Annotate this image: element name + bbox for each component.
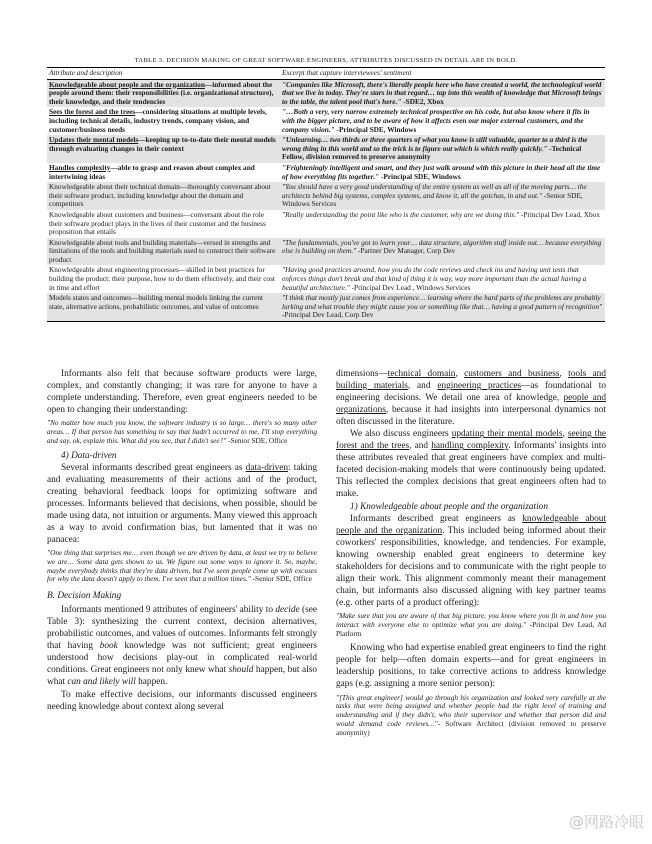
excerpt-cell (280, 107, 605, 135)
table-caption: TABLE 3. DECISION MAKING OF GREAT SOFTWARE ENGINEERS, ATTRIBUTES DISCUSSED IN DETAIL ARE IN BOLD. (134, 57, 518, 64)
excerpt-attribution: -Technical Fellow, division removed to preserve anonymity (282, 143, 582, 162)
excerpt-quote: "Having good practices around, how you do the code reviews and check ins and having unit tests that enforces things don't break and that kind of thing it is way, way more important than the actual having a beautiful architecture." (282, 265, 587, 292)
excerpt-cell (280, 79, 605, 107)
attribute-name: Models states and outcomes (49, 293, 132, 303)
section-heading: B. Decision Making (47, 591, 122, 602)
watermark: @网路冷眼 (568, 813, 644, 831)
excerpt-cell (280, 265, 605, 293)
body-paragraph: Several informants described great engineers as data-driven: taking and evaluating measurements of their actions and of the product, creating behavioral feedback loops for optimizing software and processes. Informants believed that decisions, when possible, should be made using data, not intuition or arguments. Many viewed this approach as a way to avoid confirmation bias, but lamented that it was no panacea: (47, 462, 317, 545)
attribute-name: Knowledgeable about customers and business (49, 209, 184, 219)
interview-quote: "No matter how much you know, the software industry is so large… there's so many other areas… If that person has something to say that hadn't occurred to me, I'll stop everything and say, ok, explain this. What did you see, that I didn't see?" -Senior SDE, Office (47, 418, 317, 445)
table-row (47, 238, 605, 266)
table-row (47, 265, 605, 293)
attribute-name: Updates their mental models (49, 135, 139, 145)
excerpt-quote: "Frighteningly intelligent and smart, and they just walk around with this picture in their head all the time of how everything fits together." (282, 162, 601, 181)
attribute-cell (47, 182, 280, 210)
quote-attribution: -Senior SDE, Office (250, 574, 312, 584)
interview-quote: "[This great engineer] would go through his organization and looked very carefully at the tasks that were being assigned and whether people had the right level of training and understanding and if they didn't, who their supervisor and whether that person did and would demand code reviews…"- Software Architect (division removed to preserve anonymity) (336, 692, 606, 737)
excerpt-attribution: -Principal Dev Lead, Corp Dev (282, 310, 374, 320)
excerpt-quote: "The fundamentals, you've got to learn your… data structure, algorithm stuff inside out… because everything else is building on them." (282, 237, 602, 256)
excerpt-attribution: -SDE2, Xbox (401, 96, 444, 106)
subsection-heading: 4) Data-driven (61, 450, 117, 461)
attribute-desc: —considering situations at multiple levels, including technical details, industry trends, company vision, and customer/business needs (49, 107, 267, 134)
excerpt-cell (280, 163, 605, 182)
excerpt-cell (280, 293, 605, 321)
attribute-term: data-driven (245, 462, 289, 473)
attribute-desc: —building mental models linking the current state, alternative actions, probabilistic outcomes, and value of outcomes (49, 293, 264, 311)
excerpt-attribution: -Principal SDE, Windows (379, 171, 461, 181)
excerpt-attribution: -Partner Dev Manager, Corp Dev (356, 246, 456, 256)
attribute-cell (47, 107, 280, 135)
attribute-cell (47, 163, 280, 182)
excerpt-quote: "Unlearning… two thirds or three quarters of what you know is still valuable, quarter to a third is the wrong thing in this world and so the trick is to figure out which is which really quickly." (282, 135, 588, 153)
body-paragraph: Informants described great engineers as knowledgeable about people and the organization. This included being informed about their coworkers' responsibilities, knowledge, and tendencies. For example, knowing ownership enabled great engineers to determine key stakeholders for decisions and to communicate with the right people to align their work. This alignment commonly meant their management chain, but informants also discussed aligning with key partner teams (e.g. other parts of a product offering): (336, 513, 606, 608)
excerpt-attribution: -Principal Dev Lead , Windows Services (349, 282, 471, 292)
attribute-name: Knowledgeable about people and the organization (49, 79, 205, 89)
attribute-desc: —informed about the people around them: their responsibilities (i.e. organizational structure), their knowledge, and their tendencies (49, 79, 274, 106)
excerpt-quote: "Companies like Microsoft, there's literally people here who have created a world, the technological world that we live in today. They're stars in that regard… tap into this wealth of knowledge that Microsoft brings to the table, the talent pool that's here." (282, 79, 602, 106)
interview-quote: "Make sure that you are aware of that big picture, you know where you fit in and how you interact with everyone else to optimize what you are doing." -Principal Dev Lead, Ad Platform (336, 610, 606, 638)
excerpt-attribution: -Senior SDE, Windows Services (282, 190, 583, 209)
table-row (47, 79, 605, 107)
attributes-table (47, 67, 605, 322)
attribute-desc: —versed in strengths and limitations of the tools and building materials used to construct their software product (49, 237, 276, 264)
attribute-cell (47, 238, 280, 266)
attribute-cell (47, 293, 280, 321)
attribute-cell (47, 135, 280, 163)
body-paragraph: To make effective decisions, our informants discussed engineers needing knowledge about context along several (47, 689, 317, 712)
excerpt-cell (280, 210, 605, 238)
column-header-excerpt: Excerpt that capture interviewees' sentiment (280, 68, 605, 80)
excerpt-quote: "I think that mostly just comes from experience… learning where the hard parts of the problems are probably lurking and what trouble they might cause you or something like that… having a good pattern of recognition" (282, 293, 603, 311)
attribute-desc: —thoroughly conversant about their software product, including knowledge about the domain and competitors (49, 182, 271, 209)
body-paragraph: Informants also felt that because software products were large, complex, and constantly changing; it was rare for anyone to have a complete understanding. Therefore, even great engineers needed to be open to changing their understanding: (47, 369, 317, 416)
interview-quote: "One thing that surprises me… even though we are driven by data, at least we try to believe we are… Some data gets shown to us. We figure out some ways to ignore it. So, maybe, maybe everybody thinks that they're data driven, but I've seen people come up with excuses for why the data doesn't apply to them. I've seen that a million times." -Senior SDE, Office (47, 547, 317, 584)
table-row (47, 163, 605, 182)
excerpt-cell (280, 238, 605, 266)
table-row (47, 135, 605, 163)
attribute-desc: —able to grasp and reason about complex and intertwining ideas (49, 162, 255, 181)
attribute-cell (47, 265, 280, 293)
attribute-desc: —skilled in best practices for building the product: their purpose, how to do them effectively, and their cost in time and effort (49, 265, 275, 292)
excerpt-quote: "You should have a very good understanding of the entire system as well as all of the moving parts… the architects behind big systems, complex systems, and know it, all the gotchas, in and out." (282, 182, 587, 200)
excerpt-quote: "Really understanding the point like who is the customer, why are we doing this." (282, 209, 520, 219)
attribute-name: Knowledgeable about engineering processes (49, 265, 179, 275)
attribute-desc: —keeping up to-to-date their mental models through evaluating changes in their context (49, 135, 276, 153)
quote-attribution: -Senior SDE, Office (226, 435, 288, 445)
table-row (47, 293, 605, 321)
subsection-heading: 1) Knowledgeable about people and the organization (350, 501, 548, 512)
excerpt-attribution: -Principal SDE, Windows (334, 124, 417, 134)
excerpt-cell (280, 135, 605, 163)
body-paragraph: Knowing who had expertise enabled great engineers to find the right people for help—often domain experts—and for great engineers in leadership positions, to take corrective actions to address knowledge gaps (e.g. assigning a more senior person): (336, 643, 606, 690)
body-paragraph: We also discuss engineers updating their mental models, seeing the forest and the trees, and handling complexity. Informants' insights into these attributes revealed that great engineers have complex and multi-faceted decision-making models that were continuously being updated. This reflected the complex decisions that great engineers often had to make. (336, 429, 606, 500)
attribute-cell (47, 210, 280, 238)
quote-attribution: -Principal Dev Lead, Ad Platform (336, 619, 606, 638)
attribute-name: Knowledgeable about tools and building materials (49, 237, 196, 247)
attribute-name: Knowledgeable about their technical domain (49, 182, 180, 192)
attribute-cell (47, 79, 280, 107)
column-header-attribute: Attribute and description (47, 68, 280, 80)
excerpt-attribution: -Principal Dev Lead, Xbox (519, 209, 600, 219)
right-column (336, 368, 606, 742)
body-paragraph: dimensions—technical domain, customers and business, tools and building materials, and engineering practices—as foundational to engineering decisions. We detail one area of knowledge, people and organizations, because it had insights into interpersonal dynamics not often discussed in the literature. (336, 369, 606, 428)
excerpt-cell (280, 182, 605, 210)
left-column (47, 368, 317, 713)
table-row (47, 107, 605, 135)
attribute-name: Sees the forest and the trees (49, 107, 136, 117)
quote-attribution: - Software Architect (division removed to preserve anonymity) (336, 718, 606, 737)
table-row (47, 210, 605, 238)
attribute-desc: —conversant about the role their software product plays in the lives of their customer and the business proposition that entails (49, 209, 266, 237)
excerpt-quote: "…Both a very, very narrow extremely technical prospective on his code, but also know where it fits in with the bigger picture, and to be aware of how it affects even our major external customers, and the company vision." (282, 107, 590, 134)
attribute-name: Handles complexity (49, 162, 111, 172)
body-paragraph: Informants mentioned 9 attributes of engineers' ability to decide (see Table 3): synthesizing the current context, decision alternatives, probabilistic outcomes, and values of outcomes. Informants felt strongly that having book knowledge was not sufficient; great engineers understood how decisions play-out in complicated real-world conditions. Great engineers not only knew what should happen, but also what can and likely will happen. (47, 605, 318, 688)
table-row (47, 182, 605, 210)
